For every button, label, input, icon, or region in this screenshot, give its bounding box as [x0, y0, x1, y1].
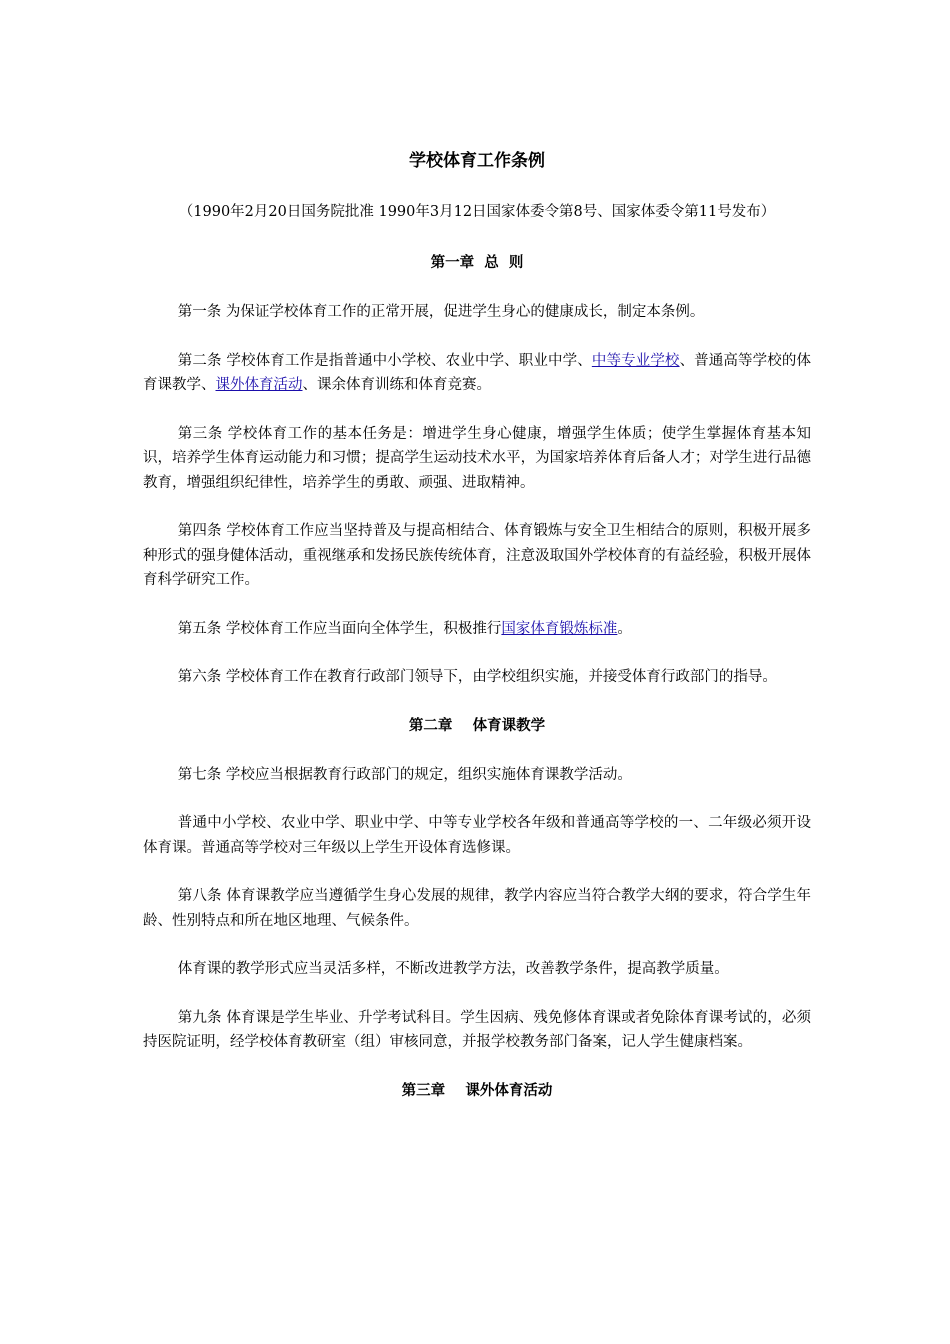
article-2-text-c: 、课余体育训练和体育竞赛。 [302, 377, 491, 393]
article-2-text-b: 、普通高等学校的体育课教学、 [143, 352, 812, 393]
article-3: 第三条 学校体育工作的基本任务是：增进学生身心健康，增强学生体质；使学生掌握体育基本知识，培养学生体育运动能力和习惯；提高学生运动技术水平，为国家培养体育后备人才；对学生进行品德教育，增强组织纪律性，培养学生的勇敢、顽强、进取精神。 [143, 425, 811, 491]
document-page [143, 150, 811, 1128]
article-9: 第九条 体育课是学生毕业、升学考试科目。学生因病、残免修体育课或者免除体育课考试的，必须持医院证明，经学校体育教研室（组）审核同意，并报学校教务部门备案，记人学生健康档案。 [143, 1009, 811, 1050]
link-national-fitness-standard[interactable]: 国家体育锻炼标准 [501, 620, 618, 637]
article-8: 第八条 体育课教学应当遵循学生身心发展的规律，教学内容应当符合教学大纲的要求，符合学生年龄、性别特点和所在地区地理、气候条件。 [143, 888, 811, 929]
article-5-text-a: 第五条 学校体育工作应当面向全体学生，积极推行 [177, 620, 502, 637]
article-7: 第七条 学校应当根据教育行政部门的规定，组织实施体育课教学活动。 [177, 766, 632, 783]
article-6: 第六条 学校体育工作在教育行政部门领导下，由学校组织实施，并接受体育行政部门的指导。 [177, 669, 777, 685]
chapter-heading-1: 第一章 总 则 [430, 255, 524, 271]
article-2 [143, 349, 811, 398]
article-4: 第四条 学校体育工作应当坚持普及与提高相结合、体育锻炼与安全卫生相结合的原则，积极开展多种形式的强身健体活动，重视继承和发扬民族传统体育，注意汲取国外学校体育的有益经验，积极开展体育科学研究工作。 [143, 523, 811, 588]
article-5 [143, 617, 811, 642]
document-subtitle: （1990年2月20日国务院批准 1990年3月12日国家体委令第8号、国家体委令第11号发布） [178, 204, 776, 220]
document-title: 学校体育工作条例 [409, 151, 545, 171]
article-5-text-b: 。 [617, 620, 632, 637]
article-2-text-a: 第二条 学校体育工作是指普通中小学校、农业中学、职业中学、 [177, 352, 592, 369]
article-8-clause-2: 体育课的教学形式应当灵活多样，不断改进教学方法，改善教学条件，提高教学质量。 [177, 961, 729, 977]
chapter-heading-3: 第三章 课外体育活动 [401, 1082, 553, 1099]
link-extracurricular-sports[interactable]: 课外体育活动 [215, 377, 303, 393]
link-secondary-vocational-school[interactable]: 中等专业学校 [591, 352, 680, 369]
article-7-clause-2: 普通中小学校、农业中学、职业中学、中等专业学校各年级和普通高等学校的一、二年级必须开设体育课。普通高等学校对三年级以上学生开设体育选修课。 [143, 815, 811, 856]
article-1: 第一条 为保证学校体育工作的正常开展，促进学生身心的健康成长，制定本条例。 [177, 304, 705, 320]
chapter-heading-2: 第二章 体育课教学 [408, 717, 546, 734]
